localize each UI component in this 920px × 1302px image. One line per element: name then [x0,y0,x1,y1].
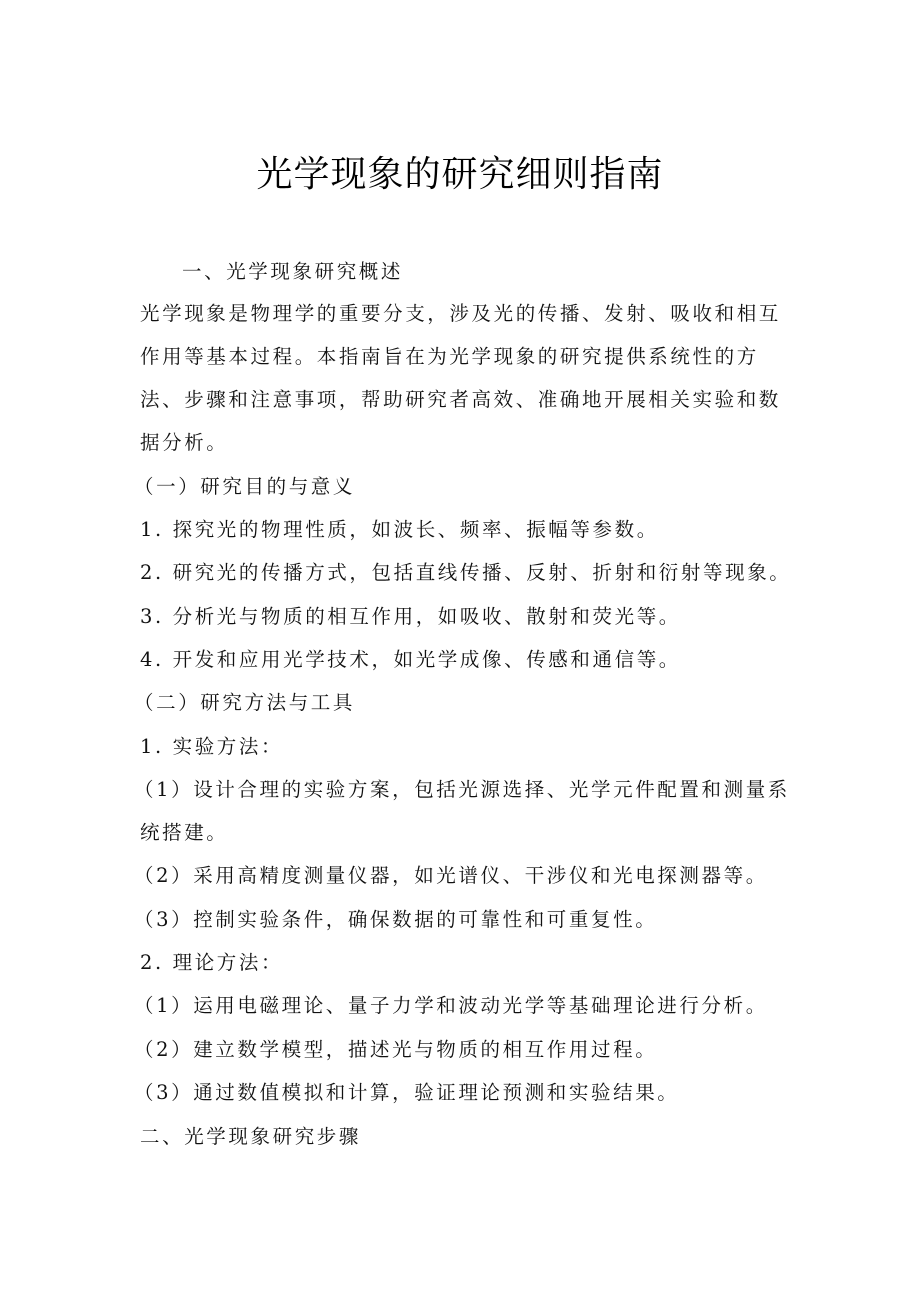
sub-item: （1）运用电磁理论、量子力学和波动光学等基础理论进行分析。 [134,994,768,1017]
paragraph-line: 光学现象是物理学的重要分支，涉及光的传播、发射、吸收和相互 [140,302,781,325]
subheading-methods: （二）研究方法与工具 [134,691,356,714]
subheading-purpose: （一）研究目的与意义 [134,475,356,498]
paragraph-line: 作用等基本过程。本指南旨在为光学现象的研究提供系统性的方 [140,345,759,368]
sub-item: （1）设计合理的实验方案，包括光源选择、光学元件配置和测量系 [134,778,790,801]
paragraph-line: 法、步骤和注意事项，帮助研究者高效、准确地开展相关实验和数 [140,388,781,411]
list-item: 1. 探究光的物理性质，如波长、频率、振幅等参数。 [140,518,659,541]
sub-item: （2）建立数学模型，描述光与物质的相互作用过程。 [134,1038,658,1061]
sub-item-continuation: 统搭建。 [140,821,229,844]
list-item: 1. 实验方法： [140,735,284,758]
sub-item: （2）采用高精度测量仪器，如光谱仪、干涉仪和光电探测器等。 [134,864,768,887]
paragraph-line: 据分析。 [140,431,229,454]
list-item: 3. 分析光与物质的相互作用，如吸收、散射和荧光等。 [140,605,681,628]
list-item: 4. 开发和应用光学技术，如光学成像、传感和通信等。 [140,648,681,671]
list-item: 2. 理论方法： [140,951,284,974]
section-heading-overview: 一、光学现象研究概述 [182,260,404,283]
sub-item: （3）通过数值模拟和计算，验证理论预测和实验结果。 [134,1081,680,1104]
section-heading-steps: 二、光学现象研究步骤 [140,1125,362,1148]
document-title: 光学现象的研究细则指南 [256,154,664,195]
sub-item: （3）控制实验条件，确保数据的可靠性和可重复性。 [134,908,658,931]
list-item: 2. 研究光的传播方式，包括直线传播、反射、折射和衍射等现象。 [140,561,792,584]
